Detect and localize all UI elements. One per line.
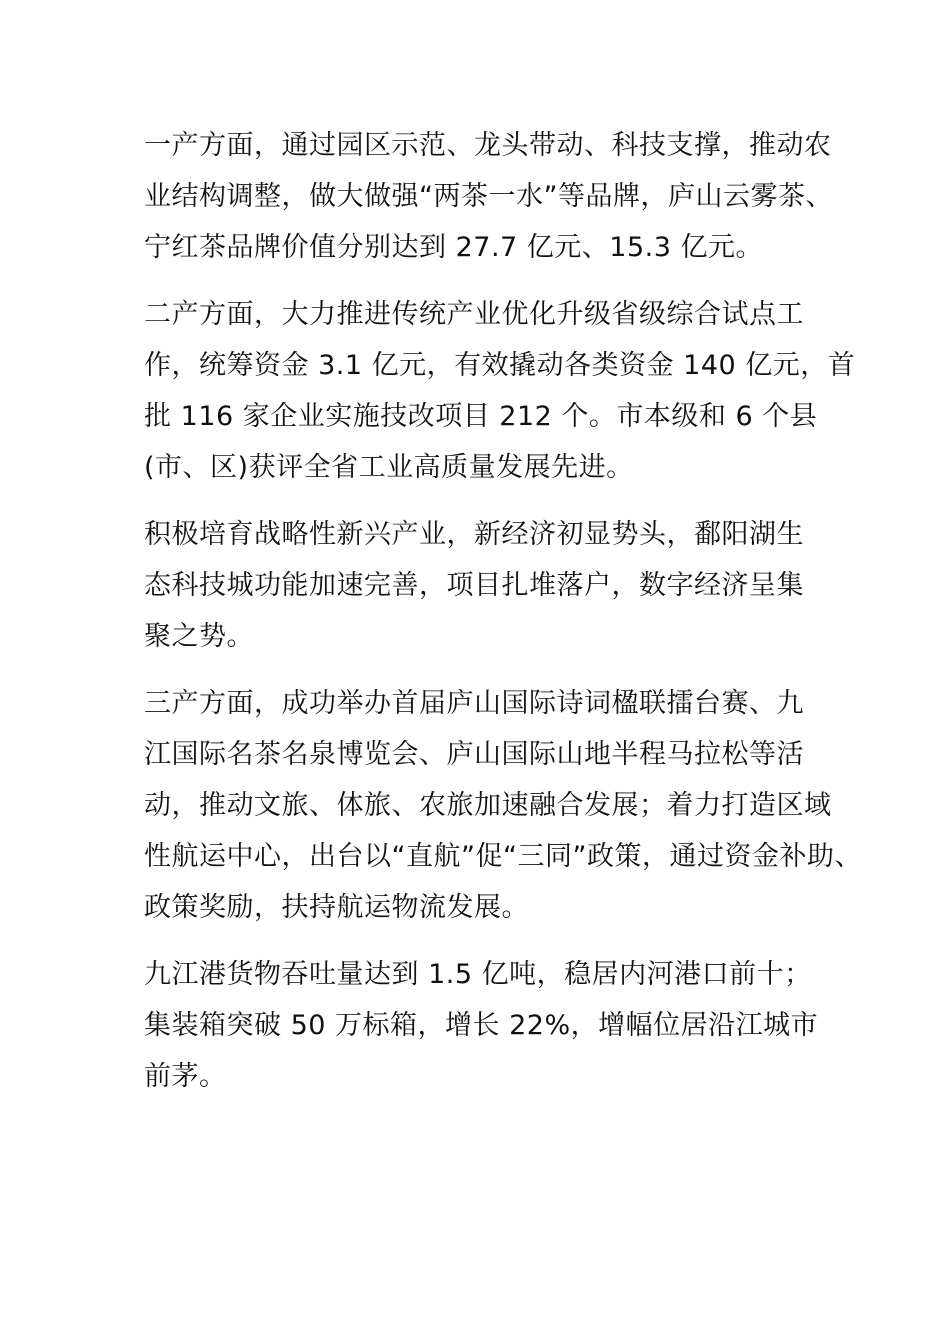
text-line: 业结构调整，做大做强“两茶一水”等品牌，庐山云雾茶、 [144,181,833,212]
text-line: 宁红茶品牌价值分别达到 27.7 亿元、15.3 亿元。 [144,232,763,263]
text-line: 江国际名茶名泉博览会、庐山国际山地半程马拉松等活 [144,739,804,770]
text-line: 聚之势。 [144,621,254,652]
text-line: 一产方面，通过园区示范、龙头带动、科技支撑，推动农 [144,130,832,161]
text-line: 集装箱突破 50 万标箱，增长 22%，增幅位居沿江城市 [144,1010,819,1041]
paragraph-tertiary-industry [144,678,862,933]
text-line: 批 116 家企业实施技改项目 212 个。市本级和 6 个县 [144,401,818,432]
text-line: 政策奖励，扶持航运物流发展。 [144,892,529,923]
text-line: 动，推动文旅、体旅、农旅加速融合发展；着力打造区域 [144,790,832,821]
paragraph-port-throughput [144,949,834,1102]
text-line: 前茅。 [144,1061,227,1092]
paragraph-secondary-industry [144,289,856,493]
text-line: (市、区)获评全省工业高质量发展先进。 [144,452,634,483]
text-line: 九江港货物吞吐量达到 1.5 亿吨，稳居内河港口前十； [144,959,812,990]
text-line: 二产方面，大力推进传统产业优化升级省级综合试点工 [144,299,804,330]
text-line: 三产方面，成功举办首届庐山国际诗词楹联擂台赛、九 [144,688,804,719]
document-body [144,120,862,1118]
paragraph-primary-industry [144,120,834,273]
text-line: 作，统筹资金 3.1 亿元，有效撬动各类资金 140 亿元，首 [144,350,856,381]
text-line: 性航运中心，出台以“直航”促“三同”政策，通过资金补助、 [144,841,862,872]
text-line: 积极培育战略性新兴产业，新经济初显势头，鄱阳湖生 [144,519,804,550]
paragraph-emerging-industry [144,509,834,662]
text-line: 态科技城功能加速完善，项目扎堆落户，数字经济呈集 [144,570,804,601]
